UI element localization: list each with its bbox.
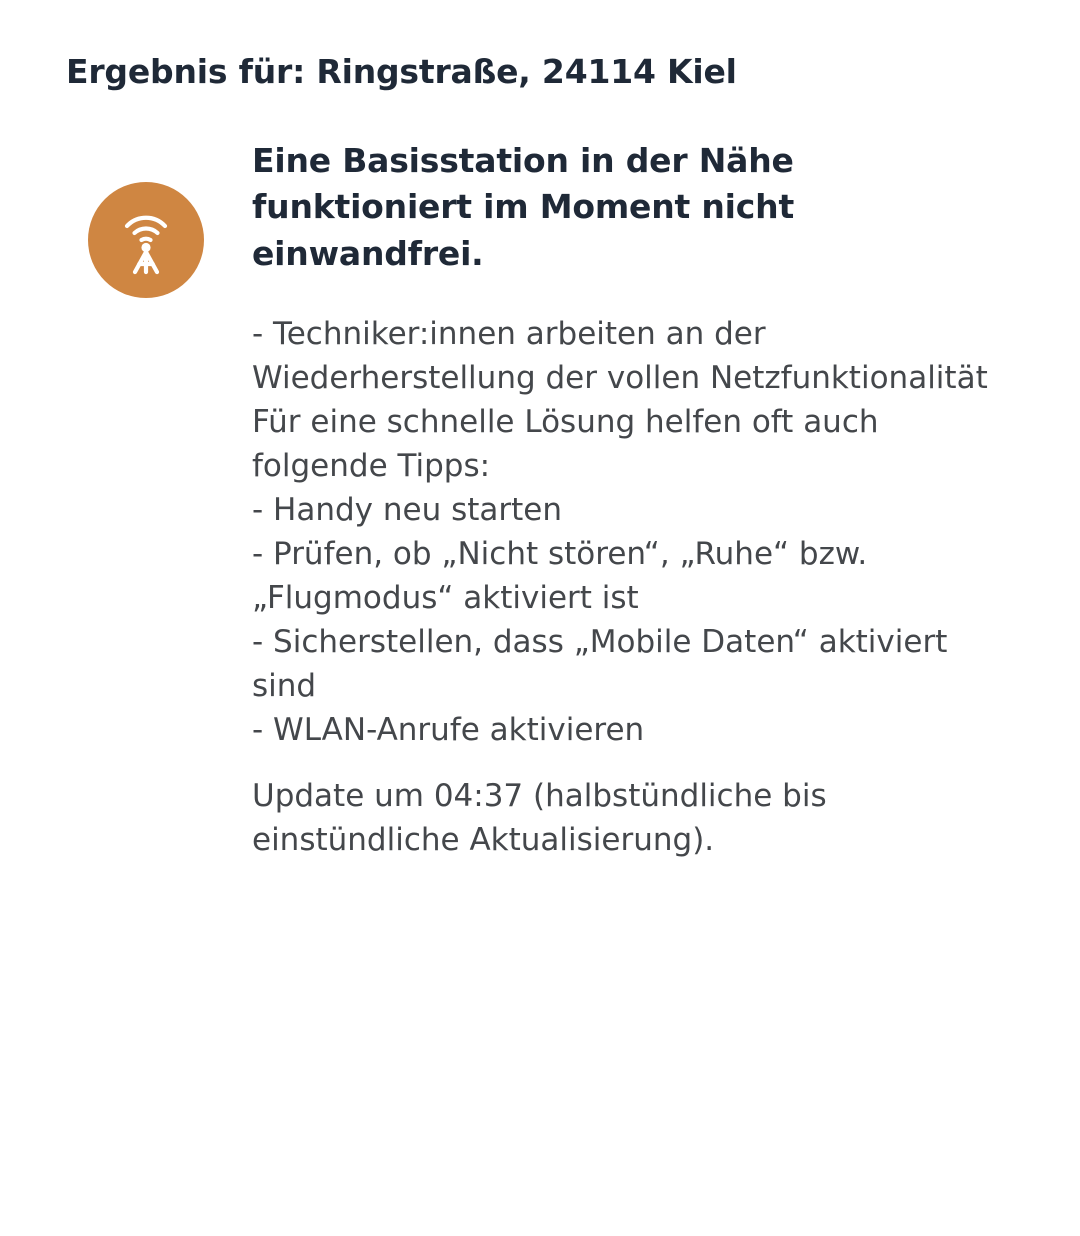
- status-title: Eine Basisstation in der Nähe funktioniert im Moment nicht einwandfrei.: [252, 140, 795, 274]
- status-detail-line: - Prüfen, ob „Nicht stören“, „Ruhe“ bzw. „Flugmodus“ aktiviert ist: [252, 536, 868, 617]
- status-detail-line: - Techniker:innen arbeiten an der Wiederherstellung der vollen Netzfunktionalität: [252, 316, 988, 397]
- status-icon-column: [40, 138, 252, 298]
- status-detail-line: Für eine schnelle Lösung helfen oft auch folgende Tipps:: [252, 404, 879, 485]
- status-update-text: Update um 04:37 (halbstündliche bis einstündliche Aktualisierung).: [252, 778, 827, 859]
- cell-tower-icon: [88, 182, 204, 298]
- status-detail-line: - Handy neu starten: [252, 492, 563, 529]
- status-text-column: [252, 138, 1040, 863]
- status-detail-line: - WLAN-Anrufe aktivieren: [252, 712, 645, 749]
- status-card: [40, 138, 1040, 863]
- status-detail-line: - Sicherstellen, dass „Mobile Daten“ aktiviert sind: [252, 624, 948, 705]
- page-title: Ergebnis für: Ringstraße, 24114 Kiel: [66, 52, 737, 91]
